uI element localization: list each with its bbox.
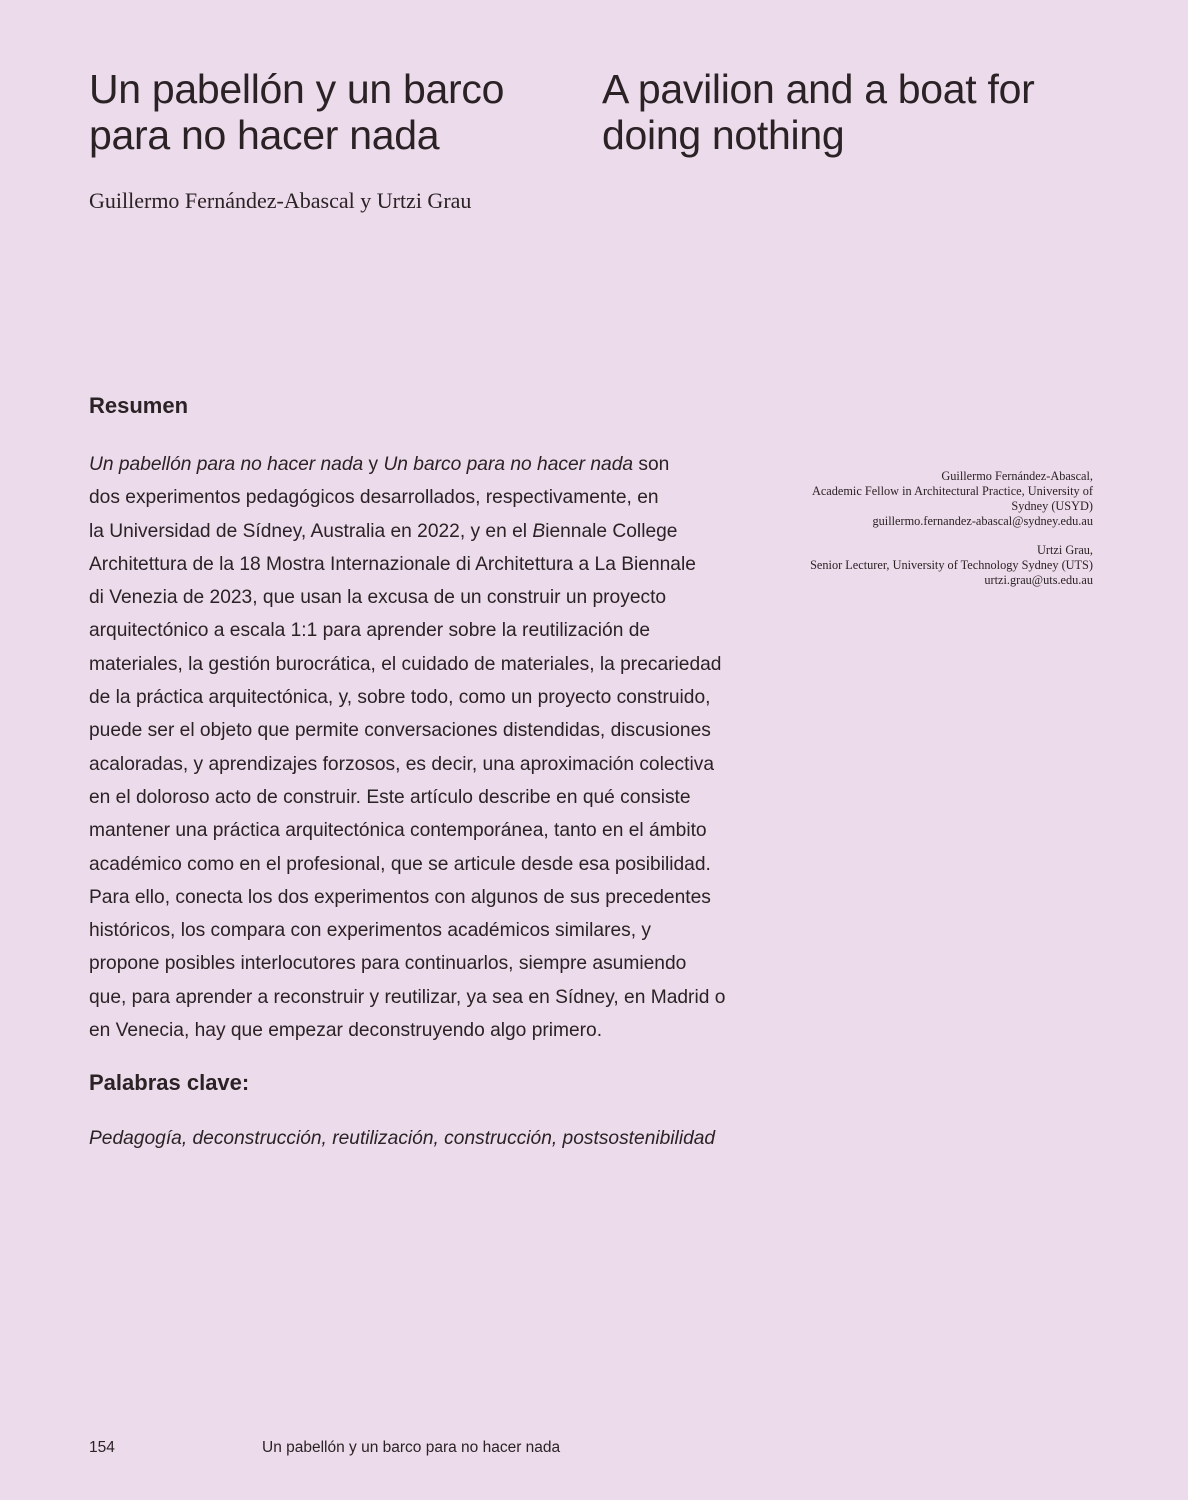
project-title-pavilion: Un pabellón para no hacer nada: [89, 454, 364, 475]
abstract-line: Para ello, conecta los dos experimentos con algunos de sus precedentes: [89, 886, 711, 908]
affiliation-name: Urtzi Grau,: [1037, 543, 1093, 557]
abstract-line: de la práctica arquitectónica, y, sobre todo, como un proyecto construido,: [89, 687, 711, 709]
abstract-line: propone posibles interlocutores para continuarlos, siempre asumiendo: [89, 953, 687, 975]
abstract-line: históricos, los compara con experimentos académicos similares, y: [89, 920, 651, 942]
abstract-line: acaloradas, y aprendizajes forzosos, es decir, una aproximación colectiva: [89, 753, 714, 775]
abstract-line: materiales, la gestión burocrática, el cuidado de materiales, la precariedad: [89, 653, 722, 675]
abstract-body: [89, 448, 753, 1047]
affiliation-email: urtzi.grau@uts.edu.au: [984, 573, 1093, 587]
affiliation-role: Senior Lecturer, University of Technology Sydney (UTS): [810, 558, 1093, 572]
abstract-line: en el doloroso acto de construir. Este artículo describe en qué consiste: [89, 786, 691, 808]
affiliation-role: Sydney (USYD): [1011, 499, 1093, 513]
abstract-line: en Venecia, hay que empezar deconstruyendo algo primero.: [89, 1020, 603, 1042]
title-spanish: Un pabellón y un barco para no hacer nada: [89, 66, 505, 158]
project-title-boat: Un barco para no hacer nada: [383, 454, 634, 475]
keywords-heading: Palabras clave:: [89, 1070, 250, 1095]
authors: Guillermo Fernández-Abascal y Urtzi Grau: [89, 188, 472, 213]
abstract-line: Architettura de la 18 Mostra Internazionale di Architettura a La Biennale: [89, 553, 696, 575]
affiliation-fernandez-abascal: [760, 469, 1093, 529]
abstract-line: Un pabellón para no hacer nada y Un barco para no hacer nada son: [89, 454, 670, 475]
affiliation-name: Guillermo Fernández-Abascal,: [941, 469, 1093, 483]
abstract-line: arquitectónico a escala 1:1 para aprender sobre la reutilización de: [89, 620, 651, 642]
affiliation-email: guillermo.fernandez-abascal@sydney.edu.au: [872, 514, 1093, 528]
page-number: 154: [89, 1439, 115, 1456]
running-title: Un pabellón y un barco para no hacer nada: [262, 1439, 561, 1456]
abstract-line: académico como en el profesional, que se articule desde esa posibilidad.: [89, 853, 711, 875]
abstract-heading: Resumen: [89, 393, 189, 418]
affiliation-role: Academic Fellow in Architectural Practice, University of: [811, 484, 1093, 498]
abstract-line: la Universidad de Sídney, Australia en 2022, y en el Biennale College: [89, 520, 678, 542]
keywords-list: Pedagogía, deconstrucción, reutilización, construcción, postsostenibilidad: [89, 1128, 716, 1149]
affiliation-grau: [760, 543, 1093, 588]
abstract-line: que, para aprender a reconstruir y reutilizar, ya sea en Sídney, en Madrid o: [89, 986, 726, 1008]
abstract-line: di Venezia de 2023, que usan la excusa de un construir un proyecto: [89, 587, 667, 609]
abstract-line: puede ser el objeto que permite conversaciones distendidas, discusiones: [89, 720, 711, 742]
author-affiliations: [760, 469, 1093, 602]
abstract-line: dos experimentos pedagógicos desarrollados, respectivamente, en: [89, 487, 659, 509]
abstract-line: mantener una práctica arquitectónica contemporánea, tanto en el ámbito: [89, 820, 707, 842]
title-english: A pavilion and a boat for doing nothing: [602, 66, 1035, 158]
